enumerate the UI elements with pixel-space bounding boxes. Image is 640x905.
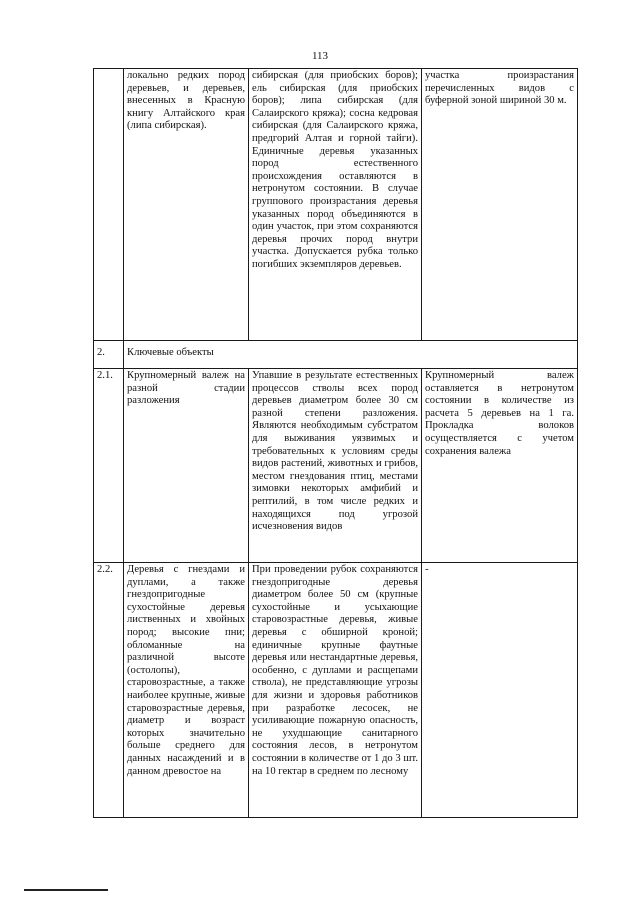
measure-cell	[422, 369, 578, 563]
section-title: Ключевые объекты	[124, 341, 578, 369]
measure-text: участка произрастания перечисленных видов с буферной зоной шириной 30 м.	[425, 70, 574, 107]
object-text: Деревья с гнездами и дуплами, а также гнездопригодные сухостойные деревья лиственных и хвойных пород; высокие пни; обломанные на различной высоте (остолопы), старовозрастные, а также наиболее крупные, живые старовозрастные деревья, диаметр и возраст которых значительно больше среднего для данных насаждений и в данном древостое на	[127, 564, 245, 777]
object-cell	[124, 69, 249, 341]
measure-text: -	[425, 564, 429, 575]
object-text: локально редких пород деревьев, и деревьев, внесенных в Красную книгу Алтайского края (липа сибирская).	[127, 70, 245, 132]
row-number: 2.	[94, 341, 124, 369]
table-row	[94, 69, 578, 341]
measure-cell	[422, 69, 578, 341]
object-cell	[124, 369, 249, 563]
description-text: При проведении рубок сохраняются гнездопригодные деревья диаметром более 50 см (крупные сухостойные и усыхающие старовозрастные деревья, живые деревья с обширной кроной; единичные крупные фаутные деревья или нестандартные деревья, особенно, с дуплами и расщепами ствола), не представляющие угрозы для жизни и здоровья работников при разработке лесосек, не усиливающие пожарную опасность, не ухудшающие санитарного состояния лесов, в нетронутом состоянии в количестве от 1 до 3 шт. на 10 гектар в среднем по лесному	[252, 564, 418, 777]
description-text: Упавшие в результате естественных процессов стволы всех пород деревьев диаметром более 30 см разной степени разложения. Являются необходимым субстратом для выживания уязвимых и требовательных к условиям среды видов растений, животных и грибов, местом гнездования птиц, местами зимовки некоторых амфибий и рептилий, в том числе редких и находящихся под угрозой исчезновения видов	[252, 370, 418, 533]
table-row	[94, 563, 578, 818]
description-cell	[249, 563, 422, 818]
row-number	[94, 69, 124, 341]
document-table	[93, 68, 578, 818]
description-cell	[249, 369, 422, 563]
row-number: 2.2.	[94, 563, 124, 818]
footer-rule	[24, 889, 108, 891]
row-number: 2.1.	[94, 369, 124, 563]
measure-text: Крупномерный валеж оставляется в нетронутом состоянии в количестве из расчета 5 деревьев на 1 га. Прокладка волоков осуществляется с учетом сохранения валежа	[425, 370, 574, 457]
description-text: сибирская (для приобских боров); ель сибирская (для приобских боров); липа сибирская (для Салаирского кряжа); сосна кедровая сибирская (для Салаирского кряжа, предгорий Алтая и горной тайги). Единичные деревья указанных пород естественного происхождения оставляются в нетронутом состоянии. В случае группового произрастания деревья указанных пород объединяются в один участок, при этом сохраняются деревья прочих пород внутри участка. Допускается рубка только погибших экземпляров деревьев.	[252, 70, 418, 270]
object-text: Крупномерный валеж на разной стадии разложения	[127, 370, 245, 407]
description-cell	[249, 69, 422, 341]
measure-cell	[422, 563, 578, 818]
section-row	[94, 341, 578, 369]
object-cell	[124, 563, 249, 818]
table-row	[94, 369, 578, 563]
page-number: 113	[311, 50, 329, 62]
